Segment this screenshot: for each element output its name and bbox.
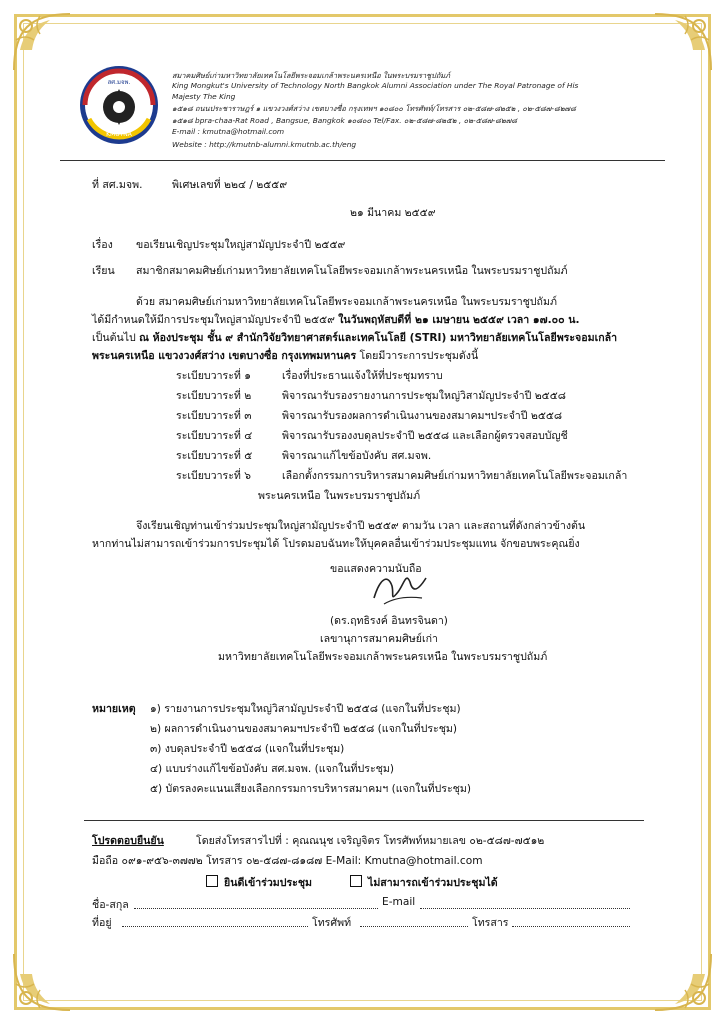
meeting-venue: ณ ห้องประชุม ชั้น ๙ สำนักวิจัยวิทยาศาสตร์และเทคโนโลยี (STRI) มหาวิทยาลัยเทคโนโลยีพระจอมเกล้า [139, 332, 618, 344]
email-field[interactable] [420, 908, 630, 909]
corner-ornament-icon [645, 944, 715, 1014]
corner-ornament-icon [645, 10, 715, 80]
meeting-date: ในวันพฤหัสบดีที่ ๒๑ เมษายน ๒๕๕๙ [338, 314, 504, 326]
reply-line-2: มือถือ ๐๙๑-๙๕๖-๓๗๗๒ โทรสาร ๐๒-๕๘๗-๘๑๘๗ E-Mail: Kmutna@hotmail.com [92, 855, 483, 867]
subject-text: ขอเรียนเชิญประชุมใหญ่สามัญประจำปี ๒๕๕๙ [136, 239, 346, 251]
address-field[interactable] [122, 926, 308, 927]
reply-title: โปรดตอบยืนยัน [92, 835, 164, 847]
corner-ornament-icon [10, 944, 80, 1014]
body-line-3 [92, 329, 617, 346]
agenda-item-3-text: พิจารณารับรองผลการดำเนินงานของสมาคมฯประจำปี ๒๕๕๘ [282, 410, 563, 422]
note-item-4: ๔) แบบร่างแก้ไขข้อบังคับ สศ.มจพ. (แจกในที่ประชุม) [150, 763, 394, 775]
phone-field[interactable] [360, 926, 468, 927]
header-divider [60, 160, 665, 161]
reply-divider [84, 820, 644, 821]
attend-checkbox[interactable] [206, 875, 218, 887]
body-line-3a: เป็นต้นไป [92, 332, 136, 344]
email-label: E-mail [382, 896, 416, 908]
body-line-1: ด้วย สมาคมศิษย์เก่ามหาวิทยาลัยเทคโนโลยีพระจอมเกล้าพระนครเหนือ ในพระบรมราชูปถัมภ์ [136, 296, 557, 308]
agenda-item-5-no: ระเบียบวาระที่ ๕ [176, 450, 253, 462]
body-line-4 [92, 347, 478, 364]
address-th: ๑๕๑๘ ถนนประชาราษฎร์ ๑ แขวงวงศ์สว่าง เขตบางซื่อ กรุงเทพฯ ๑๐๘๐๐ โทรศัพท์/โทรสาร ๐๒-๕๘๗-๘๒๕๒ , ๐๒-๕๘๗-๘๒๗๘ [172, 104, 576, 113]
fax-label: โทรสาร [472, 917, 509, 929]
assoc-name-th: สมาคมศิษย์เก่ามหาวิทยาลัยเทคโนโลยีพระจอมเกล้าพระนครเหนือ ในพระบรมราชูปถัมภ์ [172, 71, 451, 80]
letter-date: ๒๑ มีนาคม ๒๕๕๙ [350, 207, 436, 219]
name-field[interactable] [134, 908, 378, 909]
header-email[interactable]: E-mail : kmutna@hotmail.com [172, 127, 285, 136]
assoc-name-en-cont: Majesty The King [172, 92, 236, 101]
agenda-item-6-text: เลือกตั้งกรรมการบริหารสมาคมศิษย์เก่ามหาวิทยาลัยเทคโนโลยีพระจอมเกล้า [282, 470, 628, 482]
body-line-4b: โดยมีวาระการประชุมดังนี้ [359, 350, 479, 362]
fax-field[interactable] [512, 926, 630, 927]
reply-line-1: โดยส่งโทรสารไปที่ : คุณณนุช เจริญจิตร โทรศัพท์หมายเลข ๐๒-๕๘๗-๗๕๑๒ [196, 835, 545, 847]
logo-text-top: สศ.มจพ. [107, 79, 131, 86]
signer-org: มหาวิทยาลัยเทคโนโลยีพระจอมเกล้าพระนครเหนือ ในพระบรมราชูปถัมภ์ [218, 651, 548, 663]
closing-line-1: จึงเรียนเชิญท่านเข้าร่วมประชุมใหญ่สามัญประจำปี ๒๕๕๙ ตามวัน เวลา และสถานที่ดังกล่าวข้างต้น [136, 520, 586, 532]
attend-label: ยินดีเข้าร่วมประชุม [224, 877, 313, 889]
notes-label: หมายเหตุ [92, 703, 136, 715]
agenda-item-4-text: พิจารณารับรองงบดุลประจำปี ๒๕๕๘ และเลือกผู้ตรวจสอบบัญชี [282, 430, 568, 442]
agenda-item-3-no: ระเบียบวาระที่ ๓ [176, 410, 252, 422]
decline-label: ไม่สามารถเข้าร่วมประชุมได้ [368, 877, 498, 889]
note-item-3: ๓) งบดุลประจำปี ๒๕๕๘ (แจกในที่ประชุม) [150, 743, 345, 755]
header-website[interactable]: Website : http://kmutnb-alumni.kmutnb.ac.th/eng [172, 140, 357, 149]
ref-label: ที่ สศ.มจพ. [92, 179, 143, 191]
address-en: ๑๕๑๘ bpra-chaa-Rat Road , Bangsue, Bangkok ๑๐๘๐๐ Tel/Fax. ๐๒-๕๘๗-๘๒๕๒ , ๐๒-๕๘๗-๘๒๗๘ [172, 116, 517, 125]
closing-line-2: หากท่านไม่สามารถเข้าร่วมการประชุมได้ โปรดมอบฉันทะให้บุคคลอื่นเข้าร่วมประชุมแทน จักขอบพระคุณยิ่ง [92, 538, 580, 550]
meeting-time: เวลา ๑๗.๐๐ น. [507, 314, 580, 326]
agenda-item-6-no: ระเบียบวาระที่ ๖ [176, 470, 252, 482]
agenda-item-1-text: เรื่องที่ประธานแจ้งให้ที่ประชุมทราบ [282, 370, 443, 382]
signer-name: (ดร.ฤทธิรงค์ อินทรจินดา) [330, 615, 448, 627]
name-label: ชื่อ-สกุล [92, 899, 129, 911]
agenda-item-6-cont: พระนครเหนือ ในพระบรมราชูปถัมภ์ [258, 490, 421, 502]
decline-checkbox[interactable] [350, 875, 362, 887]
note-item-2: ๒) ผลการดำเนินงานของสมาคมฯประจำปี ๒๕๕๘ (แจกในที่ประชุม) [150, 723, 458, 735]
body-line-2 [92, 311, 580, 328]
to-label: เรียน [92, 265, 115, 277]
association-logo [78, 64, 160, 146]
address-label: ที่อยู่ [92, 917, 112, 929]
agenda-item-2-no: ระเบียบวาระที่ ๒ [176, 390, 252, 402]
note-item-1: ๑) รายงานการประชุมใหญ่วิสามัญประจำปี ๒๕๕๘ (แจกในที่ประชุม) [150, 703, 461, 715]
logo-text-bottom: KMUTNA [106, 131, 132, 138]
to-text: สมาชิกสมาคมศิษย์เก่ามหาวิทยาลัยเทคโนโลยีพระจอมเกล้าพระนครเหนือ ในพระบรมราชูปถัมภ์ [136, 265, 568, 277]
corner-ornament-icon [10, 10, 80, 80]
signature-image [370, 568, 430, 608]
regards: ขอแสดงความนับถือ [330, 563, 422, 575]
note-item-5: ๕) บัตรลงคะแนนเสียงเลือกกรรมการบริหารสมาคมฯ (แจกในที่ประชุม) [150, 783, 471, 795]
ref-number: พิเศษเลขที่ ๒๒๔ / ๒๕๕๙ [172, 179, 288, 191]
assoc-name-en: King Mongkut's University of Technology North Bangkok Alumni Association under The Royal Patronage of His [172, 81, 579, 90]
agenda-item-4-no: ระเบียบวาระที่ ๔ [176, 430, 253, 442]
phone-label: โทรศัพท์ [312, 917, 352, 929]
meeting-venue-cont: พระนครเหนือ แขวงวงศ์สว่าง เขตบางซื่อ กรุงเทพมหานคร [92, 350, 357, 362]
signer-title: เลขานุการสมาคมศิษย์เก่า [320, 633, 438, 645]
agenda-item-5-text: พิจารณาแก้ไขข้อบังคับ สศ.มจพ. [282, 450, 432, 462]
agenda-item-1-no: ระเบียบวาระที่ ๑ [176, 370, 252, 382]
subject-label: เรื่อง [92, 239, 113, 251]
body-line-2a: ได้มีกำหนดให้มีการประชุมใหญ่สามัญประจำปี ๒๕๕๙ [92, 314, 335, 326]
agenda-item-2-text: พิจารณารับรองรายงานการประชุมใหญ่วิสามัญประจำปี ๒๕๕๘ [282, 390, 566, 402]
